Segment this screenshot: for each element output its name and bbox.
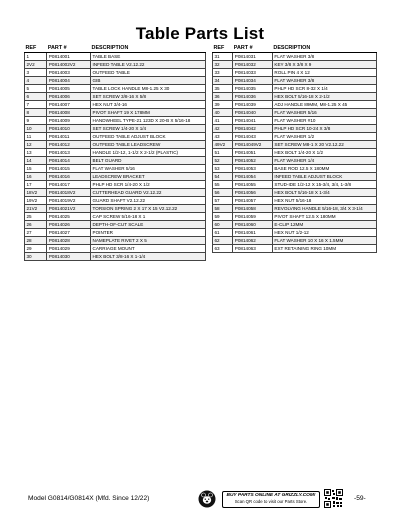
ref-cell: 39 [213, 101, 233, 109]
table-row [25, 205, 206, 213]
description-cell: TORSION SPRING 2 X 17 X 15 V2.12.22 [91, 205, 206, 213]
ref-cell: 51 [213, 149, 233, 157]
table-row [25, 173, 206, 181]
table-row [25, 53, 206, 61]
part-number-cell: P0814052 [233, 157, 273, 165]
ref-cell: 32 [213, 61, 233, 69]
table-row [25, 213, 206, 221]
part-number-cell: P0814002V2 [47, 61, 91, 69]
ref-cell: 4 [25, 77, 47, 85]
description-cell: HEX BOLT 1/4-20 X 1/2 [272, 149, 376, 157]
table-row [25, 245, 206, 253]
description-cell: HEX NUT 3/4-16 [91, 101, 206, 109]
part-number-cell: P0814040 [233, 109, 273, 117]
table-row [25, 253, 206, 261]
ref-cell: 6 [25, 93, 47, 101]
ref-cell: 28 [25, 237, 47, 245]
part-number-cell: P0814053 [233, 165, 273, 173]
part-number-cell: P0814049V2 [233, 141, 273, 149]
table-row [213, 61, 377, 69]
description-cell: POINTER [91, 229, 206, 237]
part-number-cell: P0814057 [233, 197, 273, 205]
table-row [213, 149, 377, 157]
table-row [25, 69, 206, 77]
description-cell: CARRIAGE MOUNT [91, 245, 206, 253]
table-row [25, 93, 206, 101]
ref-cell: 36 [213, 93, 233, 101]
part-number-cell: P0814034 [233, 77, 273, 85]
description-cell: PIVOT SHAFT 19 X 178MM [91, 109, 206, 117]
table-row [25, 149, 206, 157]
part-number-cell: P0814028 [47, 237, 91, 245]
part-number-cell: P0814056 [233, 189, 273, 197]
ref-cell: 18V2 [25, 189, 47, 197]
description-cell: SET SCREW M8-1 X 20 V2.12.22 [272, 141, 376, 149]
table-row [213, 117, 377, 125]
table-row [213, 229, 377, 237]
part-number-cell: P0814006 [47, 93, 91, 101]
description-cell: INFEED TABLE ADJUST BLOCK [272, 173, 376, 181]
ref-cell: 62 [213, 237, 233, 245]
part-number-cell: P0814061 [233, 229, 273, 237]
ref-cell: 10 [25, 125, 47, 133]
part-number-cell: P0814011 [47, 133, 91, 141]
table-row [25, 197, 206, 205]
description-cell: ROLL PIN 4 X 12 [272, 69, 376, 77]
part-number-cell: P0814054 [233, 173, 273, 181]
ref-cell: 33 [213, 69, 233, 77]
page-footer [0, 488, 400, 517]
description-cell: OUTFEED TABLE ADJUST BLOCK [91, 133, 206, 141]
ref-cell: 42 [213, 125, 233, 133]
description-cell: DEPTH-OF-CUT SCALE [91, 221, 206, 229]
description-cell: HEX NUT 1/2-12 [272, 229, 376, 237]
part-number-cell: P0814060 [233, 221, 273, 229]
part-number-cell: P0814026 [47, 221, 91, 229]
part-number-cell: P0814004 [47, 77, 91, 85]
ref-cell: 52 [213, 157, 233, 165]
part-number-cell: P0814027 [47, 229, 91, 237]
description-cell: FLAT WASHER 1/4 [272, 157, 376, 165]
ref-cell: 43 [213, 133, 233, 141]
description-cell: FLAT WASHER 5/16 [91, 165, 206, 173]
table-row [25, 181, 206, 189]
description-cell: CUTTERHEAD GUARD V2.12.22 [91, 189, 206, 197]
table-row [213, 69, 377, 77]
part-number-cell: P0814005 [47, 85, 91, 93]
ref-cell: 34 [213, 77, 233, 85]
description-cell: TABLE BASE [91, 53, 206, 61]
part-number-cell: P0814051 [233, 149, 273, 157]
ref-cell: 7 [25, 101, 47, 109]
table-row [213, 173, 377, 181]
ref-cell: 56 [213, 189, 233, 197]
part-number-cell: P0814001 [47, 53, 91, 61]
table-row [25, 101, 206, 109]
description-cell: ADJ HANDLE 89MM, M8-1.25 X 45 [272, 101, 376, 109]
description-cell: FLAT WASHER 3/8 [272, 53, 376, 61]
header-description: DESCRIPTION [272, 44, 376, 53]
description-cell: KEY 3/8 X 3/8 X 9 [272, 61, 376, 69]
description-cell: LEADSCREW BRACKET [91, 173, 206, 181]
buy-parts-banner [222, 491, 320, 508]
table-row [25, 221, 206, 229]
ref-cell: 15 [25, 165, 47, 173]
ref-cell: 9 [25, 117, 47, 125]
table-row [213, 181, 377, 189]
ref-cell: 5 [25, 85, 47, 93]
part-number-cell: P0814031 [233, 53, 273, 61]
table-row [213, 85, 377, 93]
description-cell: HEX NUT 5/16-18 [272, 197, 376, 205]
description-cell: GIB [91, 77, 206, 85]
part-number-cell: P0814018V2 [47, 189, 91, 197]
part-number-cell: P0814013 [47, 149, 91, 157]
description-cell: INFEED TABLE V2.12.22 [91, 61, 206, 69]
table-row [213, 205, 377, 213]
part-number-cell: P0814029 [47, 245, 91, 253]
part-number-cell: P0814007 [47, 101, 91, 109]
description-cell: BASE ROD 12.5 X 180MM [272, 165, 376, 173]
description-cell: FLAT WASHER 3/8 [272, 77, 376, 85]
part-number-cell: P0814021V2 [47, 205, 91, 213]
ref-cell: 13 [25, 149, 47, 157]
table-row [213, 141, 377, 149]
description-cell: BELT GUARD [91, 157, 206, 165]
table-row [25, 237, 206, 245]
ref-cell: 40 [213, 109, 233, 117]
part-number-cell: P0814035 [233, 85, 273, 93]
part-number-cell: P0814015 [47, 165, 91, 173]
table-row [25, 165, 206, 173]
description-cell: OUTFEED TABLE LEADSCREW [91, 141, 206, 149]
ref-cell: 31 [213, 53, 233, 61]
description-cell: HEX BOLT 3/8-16 X 1-1/4 [91, 253, 206, 261]
table-row [25, 157, 206, 165]
part-number-cell: P0814063 [233, 245, 273, 253]
table-row [25, 117, 206, 125]
table-row [25, 77, 206, 85]
ref-cell: 11 [25, 133, 47, 141]
description-cell: FLAT WASHER #10 [272, 117, 376, 125]
ref-cell: 3 [25, 69, 47, 77]
table-row [25, 109, 206, 117]
ref-cell: 61 [213, 229, 233, 237]
part-number-cell: P0814039 [233, 101, 273, 109]
table-row [213, 109, 377, 117]
part-number-cell: P0814036 [233, 93, 273, 101]
header-ref: REF [25, 44, 47, 53]
table-row [213, 133, 377, 141]
scan-qr-line: Scan QR code to visit our Parts Store. [234, 499, 308, 504]
table-row [213, 93, 377, 101]
part-number-cell: P0814010 [47, 125, 91, 133]
description-cell: PHLP HD SCR 8-32 X 1/4 [272, 85, 376, 93]
ref-cell: 27 [25, 229, 47, 237]
ref-cell: 57 [213, 197, 233, 205]
ref-cell: 12 [25, 141, 47, 149]
description-cell: HANDWHEEL TYPE-21 123D X 20-B X 5/16-18 [91, 117, 206, 125]
ref-cell: 1 [25, 53, 47, 61]
part-number-cell: P0814043 [233, 133, 273, 141]
ref-cell: 17 [25, 181, 47, 189]
description-cell: FLAT WASHER 5/16 [272, 109, 376, 117]
ref-cell: 21V2 [25, 205, 47, 213]
parts-table-right [212, 44, 377, 253]
table-row [25, 189, 206, 197]
table-row [213, 245, 377, 253]
part-number-cell: P0814062 [233, 237, 273, 245]
description-cell: E-CLIP 12MM [272, 221, 376, 229]
description-cell: OUTFEED TABLE [91, 69, 206, 77]
ref-cell: 2V2 [25, 61, 47, 69]
part-number-cell: P0814055 [233, 181, 273, 189]
description-cell: PHLP HD SCR 10-24 X 3/8 [272, 125, 376, 133]
description-cell: TABLE LOCK HANDLE M8-1.25 X 30 [91, 85, 206, 93]
part-number-cell: P0814033 [233, 69, 273, 77]
part-number-cell: P0814042 [233, 125, 273, 133]
description-cell: SET SCREW 1/4-20 X 1/4 [91, 125, 206, 133]
part-number-cell: P0814059 [233, 213, 273, 221]
description-cell: CAP SCREW 5/16-18 X 1 [91, 213, 206, 221]
table-row [213, 77, 377, 85]
description-cell: NAMEPLATE RIVET 2 X 5 [91, 237, 206, 245]
table-row [25, 61, 206, 69]
ref-cell: 19V2 [25, 197, 47, 205]
ref-cell: 26 [25, 221, 47, 229]
table-row [213, 213, 377, 221]
part-number-cell: P0814008 [47, 109, 91, 117]
table-row [213, 125, 377, 133]
part-number-cell: P0814014 [47, 157, 91, 165]
page-number: -59- [354, 495, 366, 502]
ref-cell: 60 [213, 221, 233, 229]
description-cell: GUARD SHAFT V2.12.22 [91, 197, 206, 205]
table-row [25, 125, 206, 133]
header-part: PART # [233, 44, 273, 53]
part-number-cell: P0814003 [47, 69, 91, 77]
ref-cell: 16 [25, 173, 47, 181]
description-cell: SET SCREW 3/8-16 X 5/8 [91, 93, 206, 101]
description-cell: STUD-IDE 1/2-12 X 15-3/4, 3/4, 1-3/8 [272, 181, 376, 189]
table-row [213, 197, 377, 205]
ref-cell: 30 [25, 253, 47, 261]
description-cell: FLAT WASHER 10 X 16 X 1.5MM [272, 237, 376, 245]
ref-cell: 54 [213, 173, 233, 181]
part-number-cell: P0814019V2 [47, 197, 91, 205]
table-row [213, 221, 377, 229]
table-row [213, 165, 377, 173]
description-cell: REVOLVING HANDLE 5/16-18, 3/4 X 3-1/4 [272, 205, 376, 213]
part-number-cell: P0814058 [233, 205, 273, 213]
model-info: Model G0814/G0814X (Mfd. Since 12/22) [28, 495, 150, 502]
part-number-cell: P0814016 [47, 173, 91, 181]
description-cell: EXT RETAINING RING 10MM [272, 245, 376, 253]
description-cell: HANDLE 1/2-12, 1-1/2 X 2-1/2 (PLASTIC) [91, 149, 206, 157]
ref-cell: 59 [213, 213, 233, 221]
header-description: DESCRIPTION [91, 44, 206, 53]
description-cell: FLAT WASHER 1/2 [272, 133, 376, 141]
ref-cell: 63 [213, 245, 233, 253]
description-cell: PHLP HD SCR 1/4-20 X 1/2 [91, 181, 206, 189]
grizzly-bear-logo-icon [198, 490, 216, 508]
ref-cell: 41 [213, 117, 233, 125]
table-row [25, 85, 206, 93]
ref-cell: 53 [213, 165, 233, 173]
part-number-cell: P0814009 [47, 117, 91, 125]
part-number-cell: P0814012 [47, 141, 91, 149]
table-row [213, 189, 377, 197]
ref-cell: 25 [25, 213, 47, 221]
table-row [213, 101, 377, 109]
description-cell: PIVOT SHAFT 12.5 X 180MM [272, 213, 376, 221]
table-row [213, 157, 377, 165]
ref-cell: 35 [213, 85, 233, 93]
part-number-cell: P0814017 [47, 181, 91, 189]
qr-code-icon [324, 489, 343, 508]
ref-cell: 49V2 [213, 141, 233, 149]
table-row [213, 53, 377, 61]
parts-table-left [24, 44, 206, 261]
table-row [25, 229, 206, 237]
table-row [25, 133, 206, 141]
ref-cell: 55 [213, 181, 233, 189]
description-cell: HEX BOLT 5/16-18 X 2-1/2 [272, 93, 376, 101]
header-ref: REF [213, 44, 233, 53]
part-number-cell: P0814030 [47, 253, 91, 261]
ref-cell: 14 [25, 157, 47, 165]
ref-cell: 58 [213, 205, 233, 213]
buy-parts-line: BUY PARTS ONLINE AT GRIZZLY.COM! [226, 493, 316, 498]
part-number-cell: P0814025 [47, 213, 91, 221]
part-number-cell: P0814041 [233, 117, 273, 125]
page-title: Table Parts List [135, 24, 265, 43]
header-part: PART # [47, 44, 91, 53]
table-row [213, 237, 377, 245]
ref-cell: 29 [25, 245, 47, 253]
table-row [25, 141, 206, 149]
part-number-cell: P0814032 [233, 61, 273, 69]
description-cell: HEX BOLT 5/16-18 X 1-3/4 [272, 189, 376, 197]
ref-cell: 8 [25, 109, 47, 117]
